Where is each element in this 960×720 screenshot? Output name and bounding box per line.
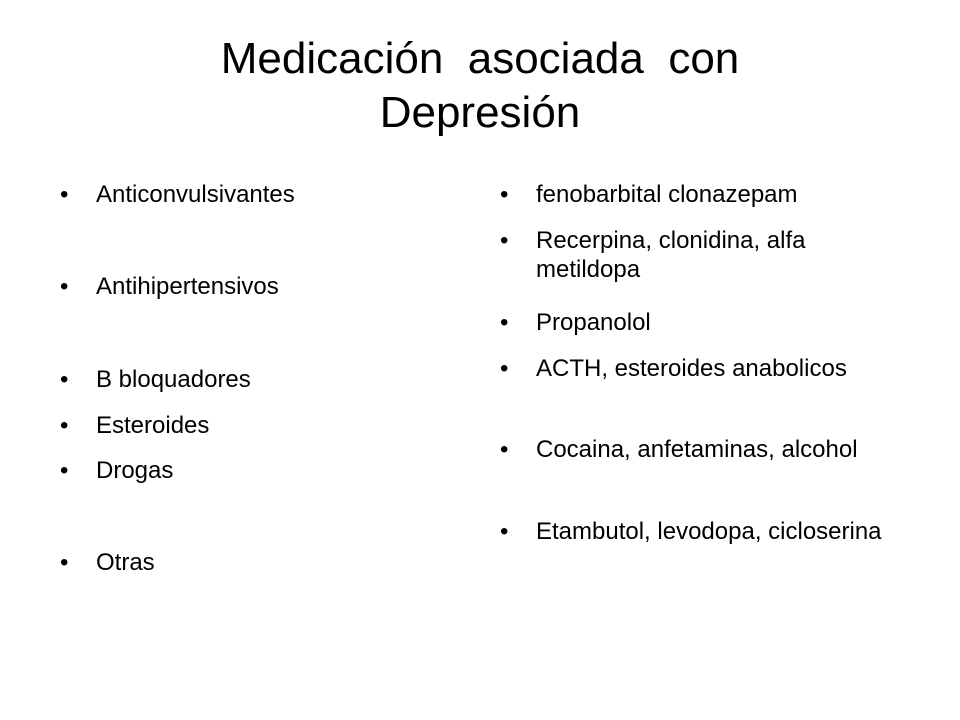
bullet-icon: • — [60, 457, 69, 484]
list-item-text: Antihipertensivos — [96, 273, 279, 300]
list-item-drug-examples — [500, 354, 900, 383]
list-item-text: Anticonvulsivantes — [96, 181, 295, 208]
bullet-icon: • — [500, 227, 509, 254]
bullet-icon: • — [500, 309, 509, 336]
slide-title-line-1: Medicación asociada con — [220, 34, 740, 83]
list-item-text: Propanolol — [536, 309, 651, 336]
list-item-text: Recerpina, clonidina, alfa metildopa — [536, 227, 806, 283]
slide-title-line-2: Depresión — [379, 88, 581, 137]
bullet-icon: • — [500, 355, 509, 382]
list-item-drug-examples — [500, 308, 900, 337]
list-item-drug-class — [60, 272, 440, 301]
list-item-drug-class — [60, 180, 440, 209]
list-item-drug-examples — [500, 180, 900, 209]
list-item-drug-class — [60, 456, 440, 485]
list-item-text: Cocaina, anfetaminas, alcohol — [536, 436, 858, 463]
list-item-text: Drogas — [96, 457, 174, 484]
list-item-drug-examples — [500, 517, 900, 546]
bullet-icon: • — [60, 181, 69, 208]
bullet-icon: • — [500, 518, 509, 545]
list-item-drug-examples — [500, 435, 900, 464]
bullet-icon: • — [60, 549, 69, 576]
list-item-drug-class — [60, 365, 440, 394]
bullet-icon: • — [60, 366, 69, 393]
list-item-text: ACTH, esteroides anabolicos — [536, 355, 847, 382]
list-item-text: Esteroides — [96, 412, 210, 439]
bullet-icon: • — [60, 412, 69, 439]
bullet-icon: • — [60, 273, 69, 300]
bullet-icon: • — [500, 181, 509, 208]
list-item-drug-class — [60, 411, 440, 440]
list-item-text: Etambutol, levodopa, cicloserina — [536, 518, 882, 545]
bullet-icon: • — [500, 436, 509, 463]
list-item-text: B bloquadores — [96, 366, 251, 393]
list-item-text: Otras — [96, 549, 155, 576]
list-item-text: fenobarbital clonazepam — [536, 181, 798, 208]
list-item-drug-examples — [500, 226, 900, 284]
slide-title — [0, 32, 960, 140]
list-item-drug-class — [60, 548, 440, 577]
